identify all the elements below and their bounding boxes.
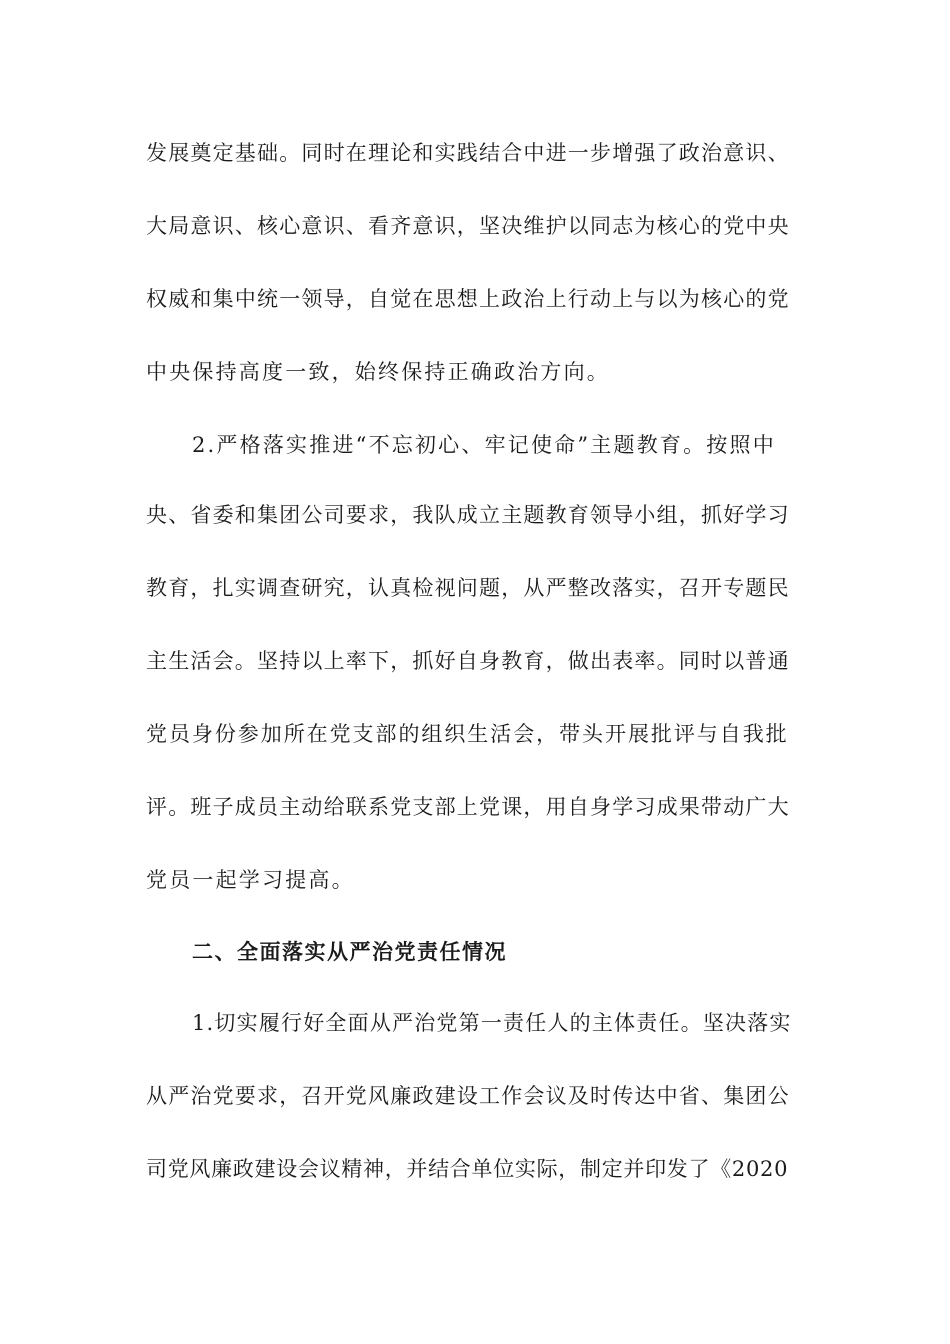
paragraph-line: 党员一起学习提高。 <box>146 868 355 892</box>
paragraph-line: 司党风廉政建设会议精神，并结合单位实际，制定并印发了《2020 <box>146 1157 789 1181</box>
paragraph-line: 央、省委和集团公司要求，我队成立主题教育领导小组，抓好学习 <box>146 503 790 527</box>
paragraph-line: 权威和集中统一领导，自觉在思想上政治上行动上与以为核心的党 <box>146 287 790 311</box>
paragraph-line: 教育，扎实调查研究，认真检视问题，从严整改落实，召开专题民 <box>146 576 790 600</box>
section-heading: 二、全面落实从严治党责任情况 <box>192 940 507 964</box>
paragraph-line: 从严治党要求，召开党风廉政建设工作会议及时传达中省、集团公 <box>146 1084 790 1108</box>
paragraph-line: 主生活会。坚持以上率下，抓好自身教育，做出表率。同时以普通 <box>146 649 790 673</box>
paragraph-line: 中央保持高度一致，始终保持正确政治方向。 <box>146 360 610 384</box>
paragraph-line: 大局意识、核心意识、看齐意识，坚决维护以同志为核心的党中央 <box>146 214 790 238</box>
paragraph-line: 党员身份参加所在党支部的组织生活会，带头开展批评与自我批 <box>146 722 789 746</box>
paragraph-line: 评。班子成员主动给联系党支部上党课，用自身学习成果带动广大 <box>146 795 790 819</box>
paragraph-line-indented: 2.严格落实推进“不忘初心、牢记使命”主题教育。按照中 <box>192 433 776 457</box>
paragraph-line-indented: 1.切实履行好全面从严治党第一责任人的主体责任。坚决落实 <box>192 1011 792 1035</box>
paragraph-line: 发展奠定基础。同时在理论和实践结合中进一步增强了政治意识、 <box>146 141 790 165</box>
